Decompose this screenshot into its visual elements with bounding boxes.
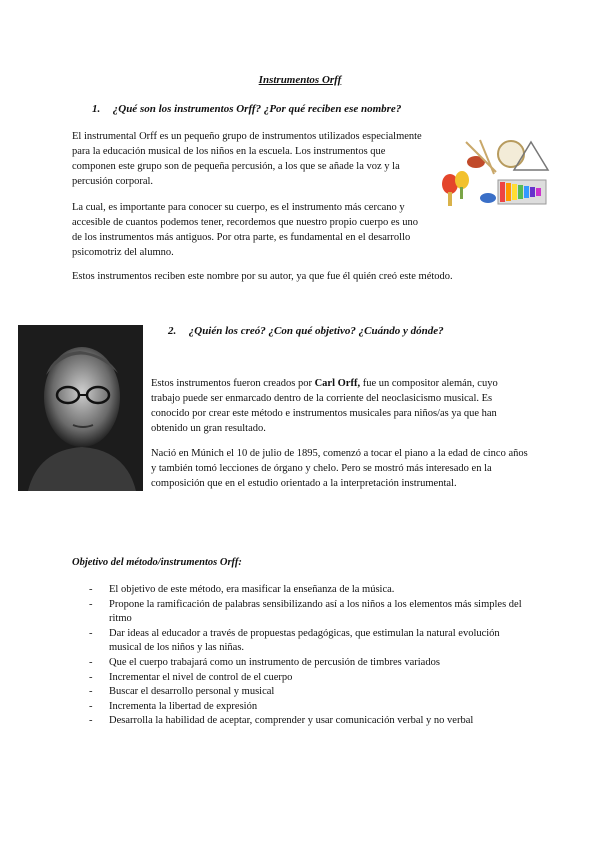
- carl-orff-name: Carl Orff,: [314, 378, 361, 389]
- objective-item: [89, 656, 529, 671]
- objective-text: Propone la ramificación de palabras sensibilizando así a los niños a los elementos más simples del ritmo: [109, 598, 522, 625]
- carl-orff-portrait: [18, 325, 143, 491]
- section1-para-3: [72, 269, 542, 284]
- section1-para-1-text: El instrumental Orff es un pequeño grupo de instrumentos utilizados especialmente para la educación musical de los niños en la escuela. Los instrumentos que componen este grupo son de pequeña percusión, a los que se añade la voz y la percusión corporal.: [72, 131, 422, 187]
- bullet-dash: -: [89, 584, 93, 595]
- section1-para-2: [72, 200, 426, 260]
- objectives-title: Objetivo del método/instrumentos Orff:: [72, 557, 242, 568]
- objective-text: Dar ideas al educador a través de propuestas pedagógicas, que estimulan la natural evolución musical de los niños y las niñas.: [109, 627, 500, 654]
- objective-item: [89, 671, 529, 686]
- bullet-dash: -: [89, 715, 93, 727]
- objective-text: Desarrolla la habilidad de aceptar, comprender y usar comunicación verbal y no verbal: [109, 715, 474, 727]
- orff-instruments-image: [436, 132, 554, 218]
- section1-heading-text: ¿Qué son los instrumentos Orff? ¿Por qué reciben ese nombre?: [112, 103, 402, 115]
- section2-heading: [168, 325, 444, 337]
- section1-para-2-text: La cual, es importante para conocer su cuerpo, es el instrumento más cercano y accesible de cuantos podemos tener, recordemos que nuestro propio cuerpo es uno de los instrumentos más antiguos. Por otra parte, es fundamental en el desarrollo psicomotriz del alumno.: [72, 202, 418, 258]
- objective-item: [89, 598, 529, 627]
- bullet-dash: -: [89, 700, 93, 712]
- objective-item: [89, 714, 529, 729]
- objective-item: [89, 700, 529, 715]
- section2-para-1: [151, 376, 524, 436]
- bullet-dash: -: [89, 598, 93, 610]
- section2-para-2-text: Nació en Múnich el 10 de julio de 1895, comenzó a tocar el piano a la edad de cinco años y también tomó lecciones de órgano y chelo. Pero se mostró más interesado en la composición que en el estudio orientado a la interpretación instrumental.: [151, 448, 528, 489]
- section1-number: 1.: [92, 103, 101, 115]
- objective-item: [89, 583, 529, 598]
- section2-para-2: [151, 446, 529, 491]
- objective-text: Que el cuerpo trabajará como un instrumento de percusión de timbres variados: [109, 656, 440, 668]
- objectives-list: [89, 583, 529, 729]
- section2-para-1-start: Estos instrumentos fueron creados por: [151, 378, 315, 389]
- objective-text: Buscar el desarrollo personal y musical: [109, 686, 275, 698]
- section1-heading: [92, 103, 401, 115]
- section2-para-1-rest: fue un compositor alemán, cuyo trabajo puede ser enmarcado dentro de la corriente del neoclasicismo musical. Es conocido por crear este método e instrumentos musicales para niños/as ya que han obtenido un gran resultado.: [151, 378, 498, 434]
- bullet-dash: -: [89, 627, 93, 639]
- bullet-dash: -: [89, 686, 93, 698]
- objective-item: [89, 685, 529, 700]
- section2-number: 2.: [168, 325, 177, 337]
- bullet-dash: -: [89, 671, 93, 683]
- bullet-dash: -: [89, 656, 93, 668]
- objective-text: Incrementar el nivel de control de el cuerpo: [109, 671, 293, 683]
- section2-heading-text: ¿Quién los creó? ¿Con qué objetivo? ¿Cuándo y dónde?: [188, 325, 444, 337]
- objective-text: El objetivo de este método, era masificar la enseñanza de la música.: [109, 584, 395, 595]
- objective-item: [89, 627, 529, 656]
- document-title: Instrumentos Orff: [258, 74, 342, 86]
- objective-text: Incrementa la libertad de expresión: [109, 700, 258, 712]
- section1-para-3-text: Estos instrumentos reciben este nombre por su autor, ya que fue él quién creó este método.: [72, 271, 453, 282]
- section1-para-1: [72, 129, 426, 189]
